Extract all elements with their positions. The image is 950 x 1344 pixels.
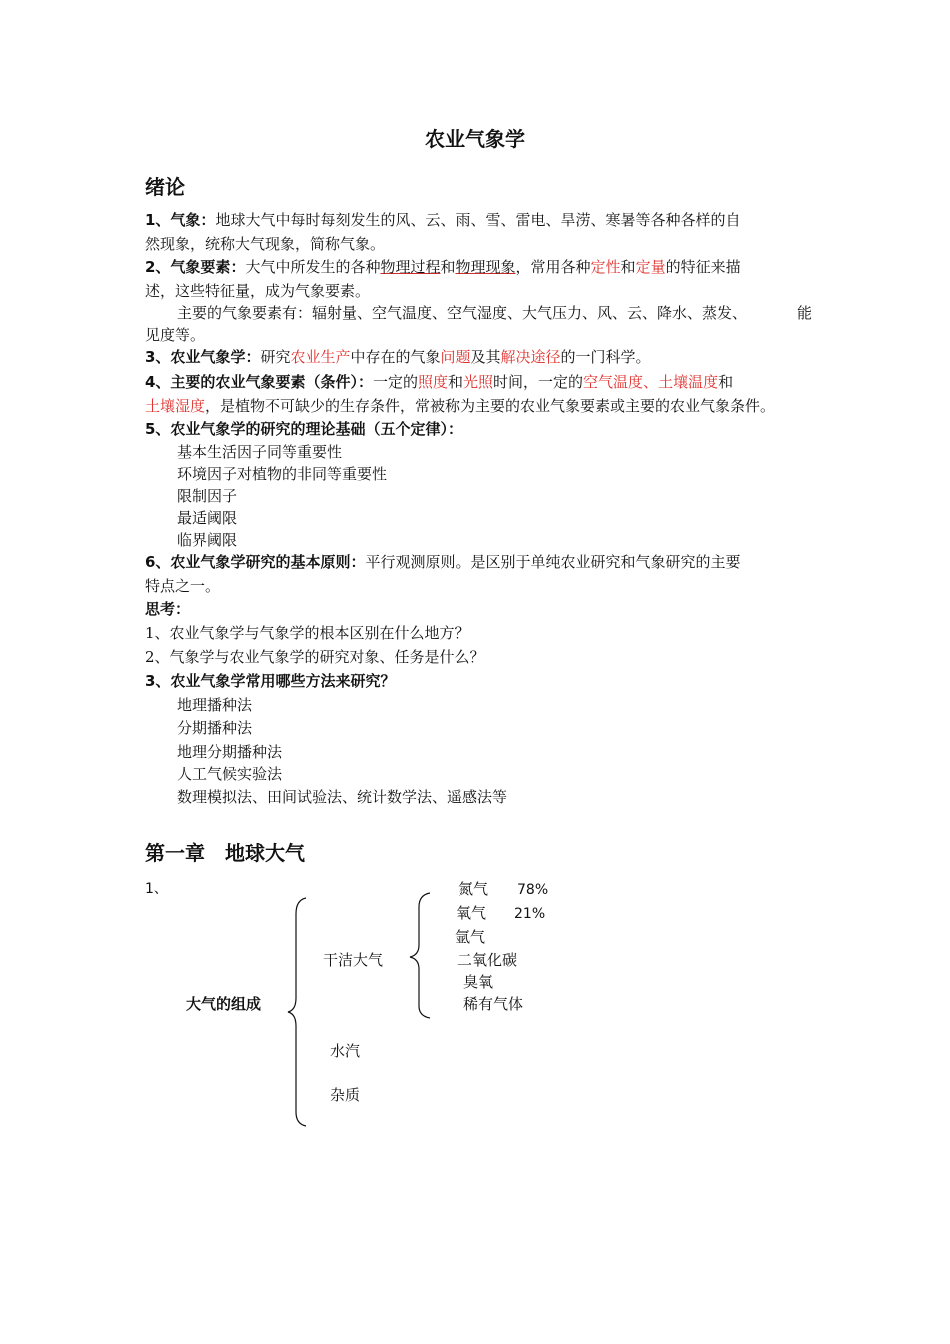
law-item: 临界阈限 bbox=[177, 531, 238, 549]
item-2-text-e: 的特征来描 bbox=[665, 258, 741, 276]
dry-air-label: 干洁大气 bbox=[323, 951, 384, 969]
item-4-red-soil-temp: 土壤温度 bbox=[658, 373, 719, 391]
method-item: 人工气候实验法 bbox=[177, 765, 283, 783]
diagram-root-label: 大气的组成 bbox=[186, 995, 262, 1013]
item-4-text-d: 和 bbox=[718, 373, 734, 391]
thinking-question-2: 2、气象学与农业气象学的研究对象、任务是什么？ bbox=[145, 648, 485, 666]
item-4-red-air-temp: 空气温度 bbox=[583, 373, 644, 391]
item-4-text-b: 和 bbox=[447, 373, 463, 391]
item-2-text-c: ，常用各种 bbox=[515, 258, 591, 276]
item-2-sub-line-2: 见度等。 bbox=[145, 326, 206, 344]
item-3-text-b: 中存在的气象 bbox=[350, 348, 441, 366]
item-2-text-b: 和 bbox=[440, 258, 456, 276]
law-item: 环境因子对植物的非同等重要性 bbox=[177, 465, 388, 483]
item-4-red-soil-moisture: 土壤湿度 bbox=[145, 397, 206, 415]
thinking-question-3: 3、农业气象学常用哪些方法来研究？ bbox=[145, 672, 396, 690]
gas-name: 臭氧 bbox=[463, 973, 494, 991]
thinking-label: 思考： bbox=[145, 600, 191, 618]
law-item: 基本生活因子同等重要性 bbox=[177, 443, 343, 461]
item-4-text-c: 时间，一定的 bbox=[493, 373, 584, 391]
gas-percent: 78% bbox=[517, 882, 549, 898]
item-4-red-light: 光照 bbox=[463, 373, 494, 391]
item-4-text-e: ，是植物不可缺少的生存条件，常被称为主要的农业气象要素或主要的农业气象条件。 bbox=[205, 397, 776, 415]
gas-name: 二氧化碳 bbox=[457, 951, 518, 969]
item-4-red-illuminance: 照度 bbox=[417, 373, 448, 391]
law-item: 限制因子 bbox=[177, 487, 238, 505]
section-heading-chapter-1: 第一章 地球大气 bbox=[145, 841, 305, 865]
item-2-sub-line-1-tail: 能 bbox=[797, 304, 813, 322]
item-5-label: 5、农业气象学的研究的理论基础（五个定律）： bbox=[145, 420, 463, 438]
method-item: 分期播种法 bbox=[177, 719, 253, 737]
method-item: 地理播种法 bbox=[177, 696, 253, 714]
gas-name: 氮气 bbox=[458, 880, 489, 898]
item-2-red-quantitative: 定量 bbox=[635, 258, 666, 276]
item-3-red-problem: 问题 bbox=[440, 348, 471, 366]
item-2-red-qualitative: 定性 bbox=[590, 258, 621, 276]
gas-name: 氩气 bbox=[455, 928, 486, 946]
item-1-line-2: 然现象，统称大气现象，简称气象。 bbox=[145, 235, 386, 253]
item-2-text-d: 和 bbox=[620, 258, 636, 276]
item-2-underlined-physical-process: 物理过程 bbox=[380, 258, 441, 276]
chapter-1-item-number: 1、 bbox=[145, 881, 168, 897]
item-3-label: 3、农业气象学： bbox=[145, 348, 261, 366]
item-2-text-a: 大气中所发生的各种 bbox=[245, 258, 381, 276]
law-item: 最适阈限 bbox=[177, 509, 238, 527]
water-vapor-label: 水汽 bbox=[330, 1042, 361, 1060]
item-3-text-a: 研究 bbox=[260, 348, 291, 366]
item-2-label: 2、气象要素： bbox=[145, 258, 246, 276]
method-item: 地理分期播种法 bbox=[177, 743, 283, 761]
section-heading-intro: 绪论 bbox=[145, 175, 185, 199]
big-brace bbox=[288, 898, 306, 1126]
method-item: 数理模拟法、田间试验法、统计数学法、遥感法等 bbox=[177, 788, 508, 806]
item-6-label: 6、农业气象学研究的基本原则： bbox=[145, 553, 366, 571]
item-4-red-sep: 、 bbox=[643, 373, 659, 391]
gas-percent: 21% bbox=[514, 906, 546, 922]
item-3-red-agri-production: 农业生产 bbox=[290, 348, 351, 366]
item-3-text-c: 及其 bbox=[470, 348, 501, 366]
page-title: 农业气象学 bbox=[425, 127, 525, 151]
gas-name: 氧气 bbox=[456, 904, 487, 922]
thinking-question-1: 1、农业气象学与气象学的根本区别在什么地方？ bbox=[145, 624, 470, 642]
item-4-text-a: 一定的 bbox=[372, 373, 418, 391]
item-1-label: 1、气象： bbox=[145, 211, 216, 229]
small-brace bbox=[410, 893, 430, 1018]
gas-name: 稀有气体 bbox=[463, 995, 524, 1013]
item-3-text-d: 的一门科学。 bbox=[560, 348, 651, 366]
item-6-text: 平行观测原则。是区别于单纯农业研究和气象研究的主要 bbox=[365, 553, 741, 571]
item-6-line-2: 特点之一。 bbox=[145, 577, 221, 595]
item-1-text: 地球大气中每时每刻发生的风、云、雨、雪、雷电、旱涝、寒暑等各种各样的自 bbox=[215, 211, 741, 229]
item-2-sub-line-1: 主要的气象要素有：辐射量、空气温度、空气湿度、大气压力、风、云、降水、蒸发、 bbox=[177, 304, 748, 322]
item-4-label: 4、主要的农业气象要素（条件）： bbox=[145, 373, 373, 391]
impurities-label: 杂质 bbox=[330, 1086, 361, 1104]
item-2-underlined-physical-phenomenon: 物理现象 bbox=[455, 258, 516, 276]
item-2-line-2: 述，这些特征量，成为气象要素。 bbox=[145, 282, 371, 300]
item-3-red-solution: 解决途径 bbox=[500, 348, 561, 366]
